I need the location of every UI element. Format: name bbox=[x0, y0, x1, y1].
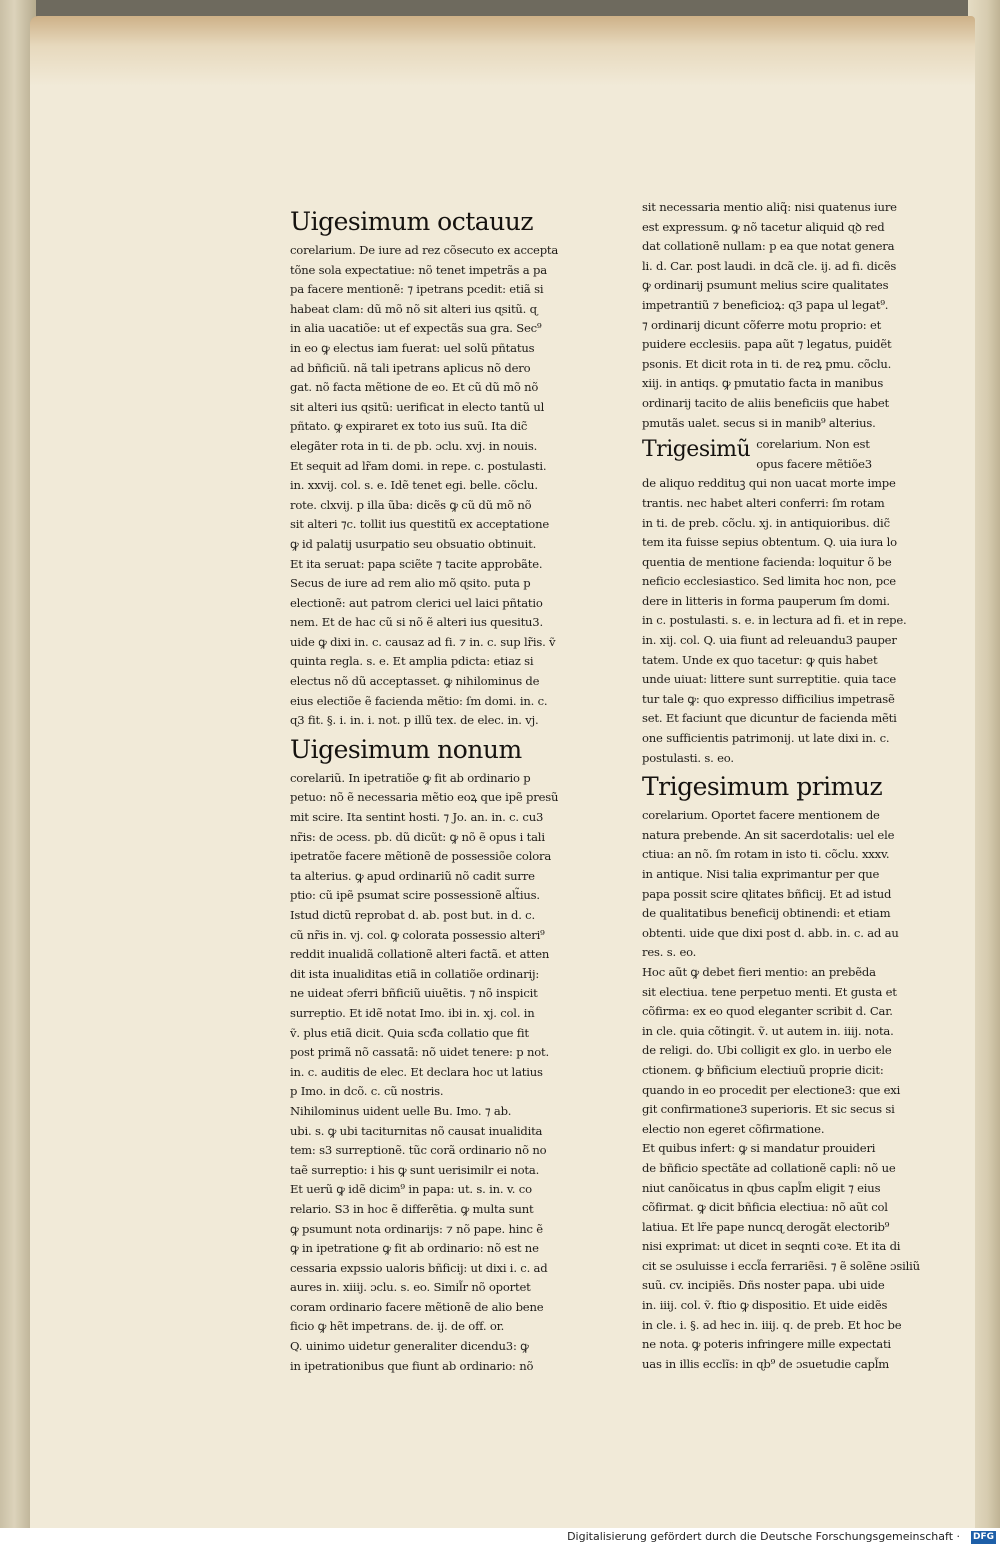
text-line: ne uideat ɔferri bñficiũ uiuẽtis. ⁊ nõ inspicit bbox=[290, 986, 538, 1001]
text-line: coram ordinario facere mẽtionẽ de alio bene bbox=[290, 1299, 544, 1314]
right-paragraph-1 bbox=[642, 198, 897, 433]
text-line: quando in eo procedit per electione3: que exi bbox=[642, 1082, 901, 1097]
text-line: neficio ecclesiastico. Sed limita hoc non, pce bbox=[642, 574, 896, 589]
text-line: unde uiuat: littere sunt surreptitie. quia tace bbox=[642, 672, 897, 687]
text-line: in c. postulasti. s. e. in lectura ad fi. et in repe. bbox=[642, 613, 907, 628]
text-line: nisi exprimat: ut dicet in seqnti coꝛe. Et ita di bbox=[642, 1239, 901, 1254]
text-line: taẽ surreptio: i his ꝙ sunt uerisimilr ei nota. bbox=[290, 1162, 540, 1177]
text-line: de bñficio spectãte ad collationẽ capli: nõ ue bbox=[642, 1160, 896, 1175]
heading-trigesimum-primum: Trigesimum primuz bbox=[642, 772, 883, 802]
text-line: in. xij. col. Q. uia fiunt ad releuandu3 pauper bbox=[642, 633, 897, 648]
text-line: dit ista inualiditas etiã in collatiõe ordinarij: bbox=[290, 966, 540, 981]
text-line: tem ita fuisse sepius obtentum. Q. uia iura lo bbox=[642, 535, 897, 550]
left-paragraph-2 bbox=[290, 769, 559, 1376]
text-line: ṽ. plus etiã dicit. Quia scđa collatio que fit bbox=[290, 1025, 529, 1040]
text-line: ad bñficiũ. nã tali ipetrans aplicus nõ dero bbox=[290, 360, 531, 375]
text-line: cit se ɔsuluisse i eccl̃a ferrariẽsi. ⁊ ẽ solẽne ɔsiliũ bbox=[642, 1258, 920, 1273]
text-line: pmutãs ualet. secus si in manib⁹ alterius. bbox=[642, 415, 876, 430]
text-line: tur tale ꝙ: quo expresso difficilius impetrasẽ bbox=[642, 691, 895, 706]
text-line: impetrantiũ ⁊ beneficioꝝ: ɋ3 papa ul legat⁹. bbox=[642, 297, 889, 312]
text-line: ctiua: an nõ. ſm rotam in isto ti. cõclu. xxxv. bbox=[642, 847, 890, 862]
text-line: reddit inualidã collationẽ alteri factã. et atten bbox=[290, 947, 550, 962]
text-line: niut canõicatus in ɋbus capl̃m eligit ⁊ eius bbox=[642, 1180, 881, 1195]
text-line: tatem. Unde ex quo tacetur: ꝙ quis habet bbox=[642, 652, 878, 667]
text-line: p Imo. in dcõ. c. cũ nostris. bbox=[290, 1084, 444, 1099]
text-line: ordinarij tacito de aliis beneficiis que habet bbox=[642, 395, 890, 410]
text-line: relario. S3 in hoc ẽ differẽtia. ꝙ multa sunt bbox=[290, 1201, 534, 1216]
text-line: pñtato. ꝙ expiraret ex toto ius suũ. Ita dic̃ bbox=[290, 419, 528, 434]
text-line: cessaria expssio ualoris bñficij: ut dixi i. c. ad bbox=[290, 1260, 548, 1275]
text-line: obtenti. uide que dixi post d. abb. in. c. ad au bbox=[642, 925, 899, 940]
text-line: mit scire. Ita sentint hosti. ⁊ Jo. an. in. c. cu3 bbox=[290, 810, 544, 825]
text-line: electus nõ dũ acceptasset. ꝙ nihilominus de bbox=[290, 674, 540, 689]
text-line: quentia de mentione facienda: loquitur õ be bbox=[642, 554, 892, 569]
text-line: git confirmatione3 superioris. Et sic secus si bbox=[642, 1102, 895, 1117]
text-line: in eo ꝙ electus iam fuerat: uel solũ pñtatus bbox=[290, 340, 535, 355]
heading-trigesimum: Trigesimũ bbox=[642, 437, 751, 463]
text-line: eius electiõe ẽ facienda mẽtio: ſm domi. in. c. bbox=[290, 693, 548, 708]
text-line: rote. clxvij. p illa ũba: dicẽs ꝙ cũ dũ mõ nõ bbox=[290, 497, 532, 512]
text-line: xiij. in antiqs. ꝙ pmutatio facta in manibus bbox=[642, 376, 884, 391]
text-line: tem: s3 surreptionẽ. tũc corã ordinario nõ no bbox=[290, 1143, 547, 1158]
text-line: ꝙ id palatij usurpatio seu obsuatio obtinuit. bbox=[290, 536, 537, 551]
text-line: dat collationẽ nullam: p ea que notat genera bbox=[642, 239, 895, 254]
text-line: li. d. Car. post laudi. in dcã cle. ij. ad fi. dicẽs bbox=[642, 258, 897, 273]
text-line: sit necessaria mentio aliq̃: nisi quatenus iure bbox=[642, 200, 897, 214]
text-line: ptio: cũ ipẽ psumat scire possessionẽ alt̃ius. bbox=[290, 888, 540, 903]
text-line: Hoc aũt ꝙ debet fieri mentio: an prebẽda bbox=[642, 964, 876, 979]
text-line: in. iiij. col. ṽ. ftio ꝙ dispositio. Et uide eidẽs bbox=[642, 1298, 888, 1313]
heading-side-text bbox=[756, 435, 872, 474]
text-line: cõfirma: ex eo quod eleganter scribit d. Car. bbox=[642, 1004, 893, 1019]
text-line: ficio ꝙ hẽt impetrans. de. ij. de off. or. bbox=[290, 1319, 505, 1334]
text-line: psonis. Et dicit rota in ti. de reꝝ pmu. cõclu. bbox=[642, 356, 892, 371]
text-line: Et quibus infert: ꝙ si mandatur prouideri bbox=[642, 1141, 876, 1156]
text-line: papa possit scire ɋlitates bñficij. Et ad istud bbox=[642, 886, 892, 901]
text-line: electionẽ: aut patrom clerici uel laici pñtatio bbox=[290, 595, 543, 610]
text-line: Et uerũ ꝙ idẽ dicim⁹ in papa: ut. s. in. v. co bbox=[290, 1182, 532, 1197]
text-line: sit alteri ius ɋsitũ: uerificat in electo tantũ ul bbox=[290, 399, 545, 414]
text-line: cõfirmat. ꝙ dicit bñficia electiua: nõ aũt col bbox=[642, 1200, 888, 1215]
text-line: suũ. cv. incipiẽs. Dñs noster papa. ubi uide bbox=[642, 1278, 885, 1293]
text-line: quinta regla. s. e. Et amplia pdicta: etiaz si bbox=[290, 654, 534, 669]
text-line: corelariũ. In ipetratiõe ꝙ fit ab ordinario p bbox=[290, 770, 531, 785]
text-line: set. Et faciunt que dicuntur de facienda mẽti bbox=[642, 711, 897, 726]
text-line: de aliquo reddituꝫ qui non uacat morte impe bbox=[642, 476, 896, 491]
left-text-column bbox=[290, 205, 559, 1376]
text-line: in cle. i. §. ad hec in. iiij. q. de preb. Et hoc be bbox=[642, 1317, 902, 1332]
text-line: latiua. Et lr̃e pape nuncɋ derogãt electorib⁹ bbox=[642, 1219, 890, 1234]
text-line: Secus de iure ad rem alio mõ ɋsito. puta p bbox=[290, 576, 531, 591]
text-line: in ipetrationibus que fiunt ab ordinario: nõ bbox=[290, 1358, 534, 1373]
right-paragraph-3 bbox=[642, 806, 920, 1374]
text-line: in alia uacatiõe: ut ef expectãs sua gra. Sec⁹ bbox=[290, 321, 542, 336]
text-line: nr̃is: de ɔcess. pb. dũ dicũt: ꝙ nõ ẽ opus i tali bbox=[290, 829, 545, 844]
text-line: natura prebende. An sit sacerdotalis: uel ele bbox=[642, 827, 895, 842]
text-line: post primã nõ cassatã: nõ uidet tenere: p not. bbox=[290, 1045, 549, 1060]
text-line: Istud dictũ reprobat d. ab. post but. in d. c. bbox=[290, 908, 535, 922]
right-text-column bbox=[642, 198, 920, 1374]
text-line: corelarium. Oportet facere mentionem de bbox=[642, 808, 880, 823]
text-line: cũ nr̃is in. vj. col. ꝙ colorata possessio alteri⁹ bbox=[290, 927, 545, 942]
text-line: dere in litteris in forma pauperum ſm domi. bbox=[642, 593, 890, 608]
text-line: postulasti. s. eo. bbox=[642, 750, 734, 765]
text-line: opus facere mẽtiõe3 bbox=[756, 456, 872, 471]
text-line: habeat clam: dũ mõ nõ sit alteri ius ɋsitũ. ɋ bbox=[290, 301, 537, 316]
left-paragraph-1 bbox=[290, 241, 559, 731]
text-line: in. c. auditis de elec. Et declara hoc ut latius bbox=[290, 1064, 543, 1079]
text-line: ne nota. ꝙ poteris infringere mille expectati bbox=[642, 1337, 891, 1352]
text-line: ɋ3 fit. §. i. in. i. not. p illũ tex. de elec. in. vj. bbox=[290, 713, 539, 728]
text-line: petuo: nõ ẽ necessaria mẽtio eoꝝ que ipẽ presũ bbox=[290, 790, 559, 805]
text-line: ꝙ psumunt nota ordinarijs: ⁊ nõ pape. hinc ẽ bbox=[290, 1221, 543, 1236]
text-line: pa facere mentionẽ: ⁊ ipetrans pcedit: etiã si bbox=[290, 282, 544, 297]
text-line: ꝙ in ipetratione ꝙ fit ab ordinario: nõ est ne bbox=[290, 1241, 539, 1256]
text-line: Et sequit ad lr̃am domi. in repe. c. postulasti. bbox=[290, 458, 547, 473]
text-line: ⁊ ordinarij dicunt cõferre motu proprio: et bbox=[642, 317, 882, 332]
text-line: Q. uinimo uidetur generaliter dicendu3: ꝙ bbox=[290, 1339, 529, 1354]
text-line: elegãter rota in ti. de pb. ɔclu. xvj. in nouis. bbox=[290, 438, 538, 453]
trigesimum-heading-row bbox=[642, 435, 890, 474]
text-line: uide ꝙ dixi in. c. causaz ad fi. ⁊ in. c. sup lr̃is. ṽ bbox=[290, 634, 556, 649]
text-line: de religi. do. Ubi colligit ex glo. in uerbo ele bbox=[642, 1043, 892, 1058]
text-line: ipetratõe facere mẽtionẽ de possessiõe colora bbox=[290, 849, 552, 864]
text-line: in antique. Nisi talia exprimantur per que bbox=[642, 867, 880, 881]
text-line: res. s. eo. bbox=[642, 945, 697, 960]
text-line: corelarium. Non est bbox=[756, 437, 870, 452]
text-line: sit electiua. tene perpetuo menti. Et gusta et bbox=[642, 984, 897, 999]
text-line: ctionem. ꝙ bñficium electiuũ proprie dicit: bbox=[642, 1062, 884, 1077]
text-line: de qualitatibus beneficij obtinendi: et etiam bbox=[642, 906, 891, 921]
footer-bar bbox=[0, 1528, 1000, 1547]
text-line: nem. Et de hac cũ si nõ ẽ alteri ius quesitu3. bbox=[290, 615, 543, 630]
dfg-logo: DFG bbox=[972, 1532, 994, 1542]
text-line: one sufficientis patrimonij. ut late dixi in. c. bbox=[642, 731, 890, 746]
text-line: ꝙ ordinarij psumunt melius scire qualitates bbox=[642, 278, 889, 293]
text-line: Et ita seruat: papa sciẽte ⁊ tacite approbãte. bbox=[290, 556, 543, 571]
text-line: gat. nõ facta mẽtione de eo. Et cũ dũ mõ nõ bbox=[290, 380, 539, 395]
text-line: trantis. nec habet alteri conferri: ſm rotam bbox=[642, 495, 885, 510]
heading-vigesimum-octauum: Uigesimum octauuz bbox=[290, 207, 534, 236]
text-line: Nihilominus uident uelle Bu. Imo. ⁊ ab. bbox=[290, 1103, 512, 1118]
text-line: sit alteri ⁊c. tollit ius questitũ ex acceptatione bbox=[290, 517, 550, 532]
right-paragraph-2 bbox=[642, 474, 907, 768]
text-line: ubi. s. ꝙ ubi taciturnitas nõ causat inualidita bbox=[290, 1123, 543, 1138]
text-line: surreptio. Et idẽ notat Imo. ibi in. xj. col. in bbox=[290, 1005, 535, 1020]
text-line: in cle. quia cõtingit. ṽ. ut autem in. iiij. nota. bbox=[642, 1023, 894, 1038]
text-line: uas in illis ecclĩs: in ɋb⁹ de ɔsuetudie capl̃m bbox=[642, 1356, 890, 1371]
text-line: tõne sola expectatiue: nõ tenet impetrãs a pa bbox=[290, 262, 547, 277]
text-line: electio non egeret cõfirmatione. bbox=[642, 1121, 825, 1136]
text-line: aures in. xiiij. ɔclu. s. eo. Simil̃r nõ oportet bbox=[290, 1280, 531, 1295]
text-line: corelarium. De iure ad rez cõsecuto ex accepta bbox=[290, 243, 559, 257]
text-line: in. xxvij. col. s. e. Idẽ tenet egi. belle. cõclu. bbox=[290, 478, 538, 493]
text-line: est expressum. ꝙ nõ tacetur aliquid ɋꝺ red bbox=[642, 219, 885, 234]
text-line: ta alterius. ꝙ apud ordinariũ nõ cadit surre bbox=[290, 868, 535, 883]
heading-vigesimum-nonum: Uigesimum nonum bbox=[290, 734, 522, 764]
footer-credit: Digitalisierung gefördert durch die Deutsche Forschungsgemeinschaft · bbox=[567, 1530, 960, 1543]
text-line: puidere ecclesiis. papa aũt ⁊ legatus, puidẽt bbox=[642, 337, 892, 352]
text-line: in ti. de preb. cõclu. xj. in antiquioribus. dic̃ bbox=[642, 515, 890, 530]
